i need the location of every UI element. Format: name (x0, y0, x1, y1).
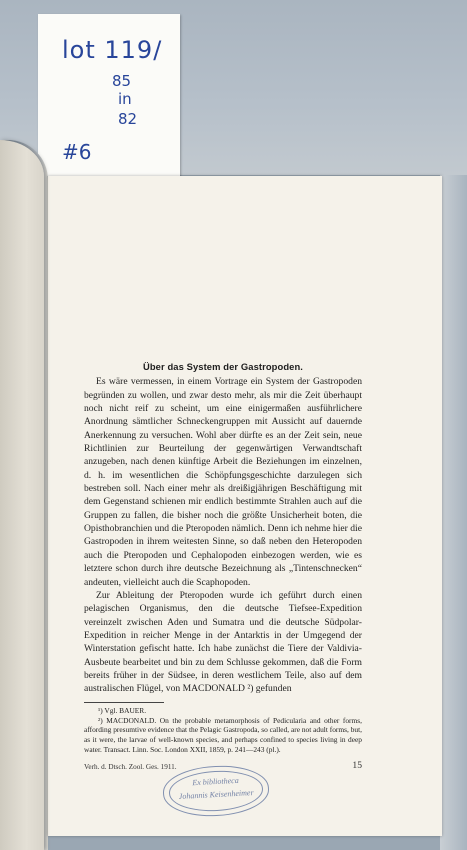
note-line-5: #6 (62, 140, 92, 164)
footnote-rule (84, 702, 164, 703)
paragraph-1: Es wäre vermessen, in einem Vortrage ein System der Gastropoden begründen zu wollen, und zwar desto mehr, als mir die Zeit überhaupt noch nicht reif zu scheint, um eine einigermaßen ausführlichere Anordnung sämtlicher Schneckengruppen mit Aussicht auf dauernde Anerkennung zu versuchen. Wohl aber dürfte es an der Zeit sein, neue Richtlinien zur Beurteilung der gegenwärtigen Verwandtschaft anzugeben, nach denen künftige Arbeit die Beziehungen im einzelnen, d. h. im wesentlichen die Schöpfungsgeschichte darzulegen sich bestreben soll. Nach einer mehr als dreißigjährigen Beschäftigung mit dem Gegenstand schienen mir endlich bestimmte Strahlen auch auf die Gruppen zu fallen, die bisher noch die größte Unsicherheit boten, die Opisthobranchien und die Pteropoden nämlich. Denn ich nehme hier die Gastropoden in ihrem weitesten Sinne, so daß neben den Heteropoden auch die Pteropoden und Cephalopoden einbezogen werden, wie es letztere schon durch ihre deutsche Bezeichnung als „Tintenschnecken“ andeuten, vielleicht auch die Scaphopoden. (84, 376, 362, 588)
left-page-curl (0, 140, 44, 850)
note-line-2: 85 (112, 72, 132, 90)
footnote-2: ²) MACDONALD. On the probable metamorphosis of Pedicularia and other forms, affording presumtive evidence that the Pelagic Gastropoda, so called, are not adult forms, but, as it were, the larvae of well-known species, and perhaps confined to species living in deep water. Transact. Linn. Soc. London XXII, 1859, p. 241—243 (pl.). (84, 715, 362, 755)
background-right (440, 175, 467, 850)
stamp-line-1: Ex bibliotheca (192, 775, 239, 788)
article-body (84, 360, 362, 755)
note-lot-number: lot 119/ (62, 36, 163, 64)
page-number: 15 (352, 760, 362, 771)
article-heading: Über das System der Gastropoden. (142, 361, 304, 372)
footnote-1: ¹) Vgl. BAUER. (98, 705, 147, 715)
note-line-3: in (118, 90, 132, 108)
stamp-line-2: Johannis Keisenheimer (178, 788, 254, 801)
footer-journal: Verh. d. Dtsch. Zool. Ges. 1911. (84, 763, 177, 771)
paragraph-2: Zur Ableitung der Pteropoden wurde ich geführt durch einen pelagischen Organismus, den die deutsche Tiefsee-Expedition vereinzelt zwischen Aden und Sumatra und die deutsche Südpolar-Expedition in reicher Menge in der Antarktis in der Umgegend der Winterstation gefischt hatte. Ich habe zunächst die Tiere der Valdivia-Ausbeute bearbeitet und bin zu dem Schlusse gekommen, daß die Form bereits früher in der Südsee, in deren westlichem Teile, also auf dem australischen Flügel, von MACDONALD ²) gefunden (84, 589, 362, 695)
note-line-4: 82 (118, 110, 138, 128)
